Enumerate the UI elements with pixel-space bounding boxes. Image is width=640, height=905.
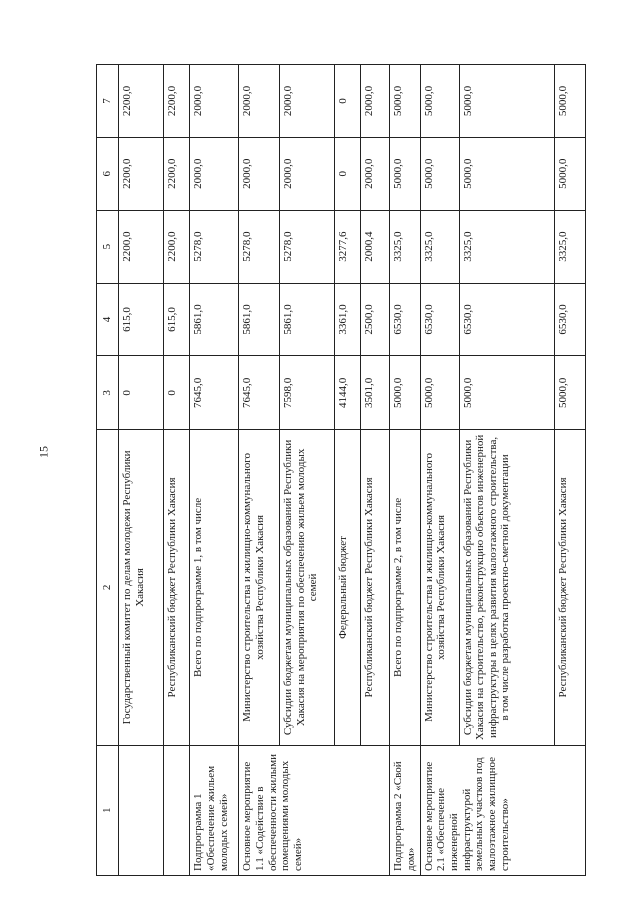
value-cell: 2500,0: [361, 283, 390, 356]
value-cell: 2200,0: [119, 65, 164, 138]
value-cell: 5278,0: [190, 210, 239, 283]
header-row: [97, 65, 119, 876]
program-cell: Подпрограмма 1 «Обеспечение жильем молодых семей»: [190, 745, 239, 875]
value-cell: 2000,0: [239, 137, 280, 210]
value-cell: 6530,0: [390, 283, 421, 356]
value-cell: 3325,0: [459, 210, 555, 283]
value-cell: 4144,0: [334, 356, 360, 430]
value-cell: 2000,0: [190, 65, 239, 138]
description-cell: Министерство строительства и жилищно-коммунального хозяйства Республики Хакасия: [420, 430, 459, 745]
value-cell: 615,0: [163, 283, 189, 356]
value-cell: 3361,0: [334, 283, 360, 356]
table-row: [119, 65, 164, 876]
value-cell: 2000,0: [239, 65, 280, 138]
value-cell: 5000,0: [420, 65, 459, 138]
value-cell: 5278,0: [239, 210, 280, 283]
column-header: 5: [97, 210, 119, 283]
value-cell: 6530,0: [420, 283, 459, 356]
value-cell: 5000,0: [390, 356, 421, 430]
table-row: [390, 65, 421, 876]
value-cell: 7598,0: [279, 356, 334, 430]
value-cell: 0: [119, 356, 164, 430]
description-cell: Субсидии бюджетам муниципальных образований Республики Хакасия на строительство, реконструкцию объектов инженерной инфраструктуры в целях развития малоэтажного строительства, в том числе разработка проектно-сметной документации: [459, 430, 555, 745]
description-cell: Всего по подпрограмме 1, в том числе: [190, 430, 239, 745]
value-cell: 2200,0: [119, 210, 164, 283]
page-number: 15: [36, 446, 51, 458]
value-cell: 5000,0: [555, 356, 586, 430]
description-cell: Министерство строительства и жилищно-коммунального хозяйства Республики Хакасия: [239, 430, 280, 745]
value-cell: 2200,0: [119, 137, 164, 210]
description-cell: Республиканский бюджет Республики Хакасия: [163, 430, 189, 745]
value-cell: 2000,0: [279, 137, 334, 210]
value-cell: 5278,0: [279, 210, 334, 283]
budget-table: [96, 64, 586, 876]
value-cell: 2200,0: [163, 137, 189, 210]
value-cell: 2000,0: [279, 65, 334, 138]
value-cell: 0: [334, 65, 360, 138]
value-cell: 6530,0: [459, 283, 555, 356]
value-cell: 3325,0: [555, 210, 586, 283]
table-row: [420, 65, 459, 876]
table-row: [163, 65, 189, 876]
value-cell: 5000,0: [555, 137, 586, 210]
value-cell: 5000,0: [420, 356, 459, 430]
value-cell: 5000,0: [459, 137, 555, 210]
value-cell: 2000,4: [361, 210, 390, 283]
table-row: [239, 65, 280, 876]
value-cell: 5861,0: [190, 283, 239, 356]
value-cell: 2000,0: [190, 137, 239, 210]
description-cell: Субсидии бюджетам муниципальных образований Республики Хакасия на мероприятия по обеспечению жильем молодых семей: [279, 430, 334, 745]
value-cell: 5861,0: [239, 283, 280, 356]
description-cell: Всего по подпрограмме 2, в том числе: [390, 430, 421, 745]
value-cell: 0: [334, 137, 360, 210]
value-cell: 2200,0: [163, 210, 189, 283]
description-cell: Республиканский бюджет Республики Хакасия: [361, 430, 390, 745]
value-cell: 5000,0: [459, 356, 555, 430]
value-cell: 2200,0: [163, 65, 189, 138]
column-header: 3: [97, 356, 119, 430]
value-cell: 3277,6: [334, 210, 360, 283]
value-cell: 0: [163, 356, 189, 430]
table-row: [190, 65, 239, 876]
value-cell: 5861,0: [279, 283, 334, 356]
value-cell: 5000,0: [390, 137, 421, 210]
value-cell: 2000,0: [361, 137, 390, 210]
rotated-table-container: [96, 64, 586, 876]
program-cell: Основное мероприятие 2.1 «Обеспечение инженерной инфраструктурой земельных участков под малоэтажное жилищное строительство»: [420, 745, 585, 875]
program-cell: Основное мероприятие 1.1 «Содействие в обеспеченности жилыми помещениями молодых семей»: [239, 745, 390, 875]
value-cell: 6530,0: [555, 283, 586, 356]
column-header: 2: [97, 430, 119, 745]
value-cell: 5000,0: [555, 65, 586, 138]
column-header: 1: [97, 745, 119, 875]
program-cell: Подпрограмма 2 «Свой дом»: [390, 745, 421, 875]
value-cell: 615,0: [119, 283, 164, 356]
description-cell: Федеральный бюджет: [334, 430, 360, 745]
value-cell: 5000,0: [390, 65, 421, 138]
program-cell: [163, 745, 189, 875]
column-header: 4: [97, 283, 119, 356]
value-cell: 7645,0: [239, 356, 280, 430]
value-cell: 7645,0: [190, 356, 239, 430]
value-cell: 3501,0: [361, 356, 390, 430]
value-cell: 3325,0: [420, 210, 459, 283]
column-header: 6: [97, 137, 119, 210]
program-cell: [119, 745, 164, 875]
value-cell: 5000,0: [420, 137, 459, 210]
description-cell: Государственный комитет по делам молодежи Республики Хакасия: [119, 430, 164, 745]
value-cell: 5000,0: [459, 65, 555, 138]
value-cell: 3325,0: [390, 210, 421, 283]
column-header: 7: [97, 65, 119, 138]
value-cell: 2000,0: [361, 65, 390, 138]
description-cell: Республиканский бюджет Республики Хакасия: [555, 430, 586, 745]
